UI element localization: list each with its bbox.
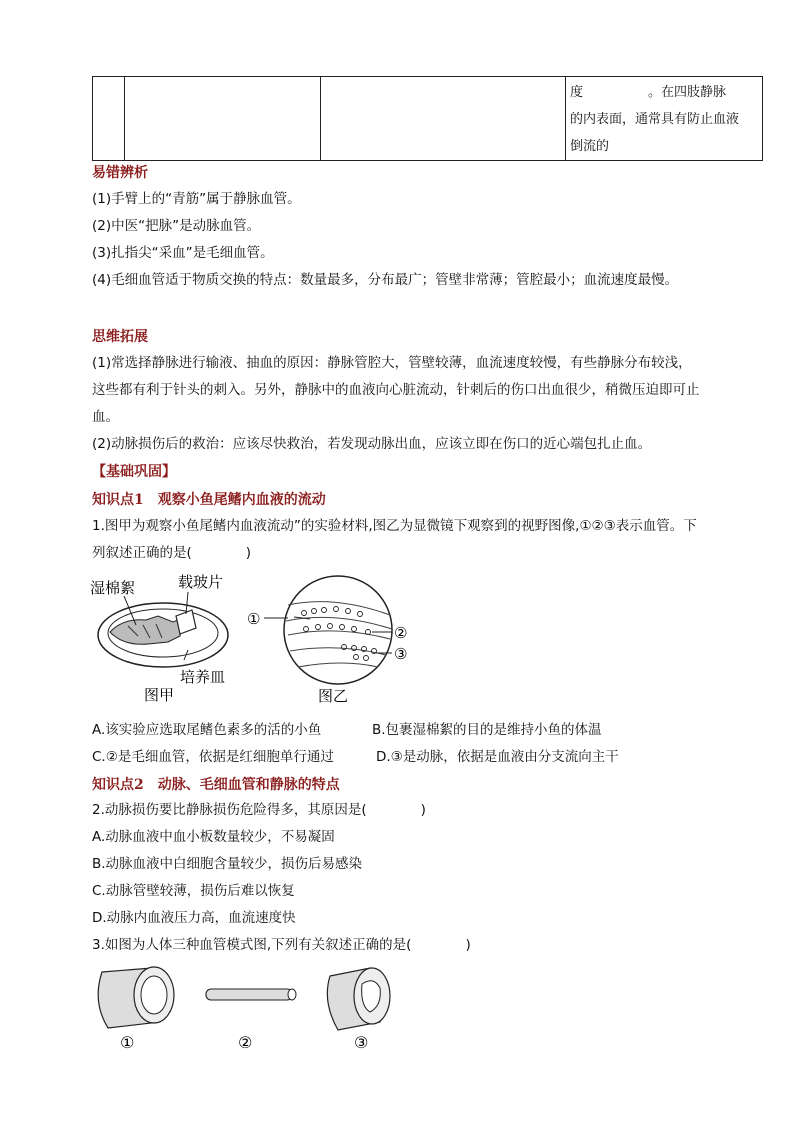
- section-title-extend: 思维拓展: [92, 329, 148, 345]
- blood-vessel-table: [92, 76, 763, 161]
- table-cell-index: [93, 77, 125, 161]
- table-cell-line: 倒流的: [570, 139, 610, 154]
- vessel-label-1: ①: [120, 1033, 135, 1052]
- label-n3: ③: [394, 645, 408, 663]
- table-cell-vein: [566, 77, 763, 161]
- question-2-option: D.动脉内血液压力高，血流速度快: [92, 910, 296, 926]
- figure-a-fish-dish: [88, 570, 238, 705]
- question-1-option-b: B.包裹湿棉絮的目的是维持小鱼的体温: [372, 722, 602, 738]
- vessel-label-2: ②: [238, 1033, 253, 1052]
- question-3-stem: 3.如图为人体三种血管模式图,下列有关叙述正确的是( ): [92, 937, 471, 953]
- question-2-stem: 2.动脉损伤要比静脉损伤危险得多，其原因是( ): [92, 802, 426, 818]
- label-n2: ②: [394, 624, 408, 642]
- figure-three-vessels: [90, 962, 400, 1054]
- label-n1: ①: [247, 610, 261, 628]
- figure-b-microscope-field: [244, 575, 419, 707]
- question-1-option-d: D.③是动脉，依据是血液由分支流向主干: [376, 749, 619, 765]
- question-1-option-c: C.②是毛细血管，依据是红细胞单行通过: [92, 749, 334, 765]
- question-2-option: B.动脉血液中白细胞含量较少，损伤后易感染: [92, 856, 363, 872]
- extend-item: (2)动脉损伤后的救治：应该尽快救治，若发现动脉出血，应该立即在伤口的近心端包扎止血。: [92, 436, 652, 452]
- section-title-mistakes: 易错辨析: [92, 165, 148, 181]
- question-1-stem: 1.图甲为观察小鱼尾鳍内血液流动”的实验材料,图乙为显微镜下观察到的视野图像,①②③表示血管。下列叙述正确的是( ): [92, 518, 697, 561]
- knowledge-point-2-title: 知识点2 动脉、毛细血管和静脉的特点: [92, 777, 340, 793]
- section-title-consolidate: 【基础巩固】: [92, 464, 176, 480]
- question-1-option-a: A.该实验应选取尾鳍色素多的活的小鱼: [92, 722, 322, 738]
- label-dish: 培养皿: [180, 668, 226, 686]
- vessel-3-illustration: [327, 968, 390, 1030]
- label-fig-b: 图乙: [318, 687, 349, 705]
- vessel-label-3: ③: [354, 1033, 369, 1052]
- question-2-option: C.动脉管壁较薄，损伤后难以恢复: [92, 883, 295, 899]
- table-cell-line: 的内表面，通常具有防止血液: [570, 112, 740, 127]
- knowledge-point-1-title: 知识点1 观察小鱼尾鳍内血液的流动: [92, 492, 326, 508]
- extend-item: (1)常选择静脉进行输液、抽血的原因：静脉管腔大，管壁较薄，血流速度较慢，有些静脉分布较浅，这些都有利于针头的刺入。另外，静脉中的血液向心脏流动，针刺后的伤口出血很少，稍微压迫即可止血。: [92, 355, 700, 425]
- table-cell-capillary: [321, 77, 566, 161]
- mistake-item: (2)中医“把脉”是动脉血管。: [92, 218, 261, 234]
- label-fig-a: 图甲: [144, 686, 175, 704]
- vessel-2-illustration: [206, 989, 296, 1000]
- table-cell-artery: [125, 77, 321, 161]
- label-slide: 载玻片: [178, 573, 224, 591]
- mistake-item: (1)手臂上的“青筋”属于静脉血管。: [92, 191, 301, 207]
- table-cell-line: 度 。在四肢静脉: [570, 85, 727, 100]
- label-cotton: 湿棉絮: [90, 579, 136, 597]
- vessel-1-illustration: [98, 967, 174, 1028]
- question-2-option: A.动脉血液中血小板数量较少，不易凝固: [92, 829, 335, 845]
- mistake-item: (3)扎指尖“采血”是毛细血管。: [92, 245, 274, 261]
- mistake-item: (4)毛细血管适于物质交换的特点：数量最多，分布最广；管壁非常薄；管腔最小；血流速度最慢。: [92, 272, 679, 288]
